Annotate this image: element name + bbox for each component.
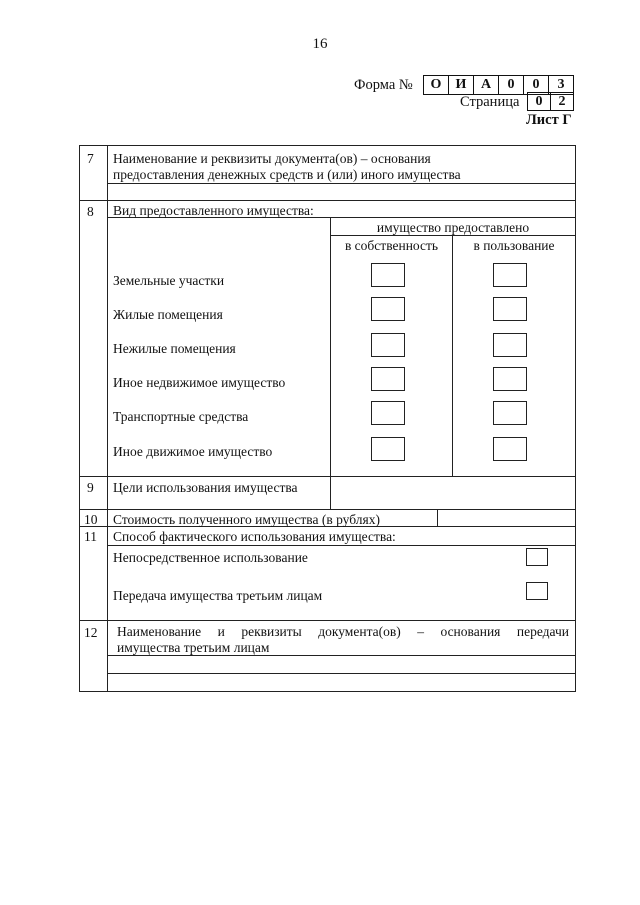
property-provided-header: имущество предоставлено	[376, 220, 530, 235]
form-code-cell: 0	[523, 76, 548, 94]
form-number-label: Форма №	[354, 77, 413, 93]
table-border	[79, 691, 576, 692]
column-header-ownership: в собственность	[344, 238, 439, 253]
section-10-title: Стоимость полученного имущества (в рублях)	[113, 512, 380, 527]
page-code-cell: 0	[535, 94, 543, 109]
use-checkbox[interactable]	[493, 437, 527, 461]
ownership-checkbox[interactable]	[371, 437, 405, 461]
section-number: 10	[84, 512, 98, 527]
property-type-label: Земельные участки	[113, 273, 225, 288]
section-7-entry-field[interactable]	[108, 184, 574, 200]
use-checkbox[interactable]	[493, 333, 527, 357]
ownership-checkbox[interactable]	[371, 333, 405, 357]
column-divider	[452, 235, 453, 477]
section-7-title-cont: предоставления денежных средств и (или) иного имущества	[113, 167, 461, 182]
section-12-title-cont: имущества третьим лицам	[117, 640, 270, 655]
form-code-cell: И	[448, 76, 473, 94]
form-code-cell: О	[430, 77, 442, 92]
usage-purpose-field[interactable]	[331, 477, 574, 509]
section-12-entry-field[interactable]	[108, 656, 574, 673]
use-checkbox[interactable]	[493, 263, 527, 287]
section-9-title: Цели использования имущества	[113, 480, 298, 495]
number-column-divider	[107, 145, 108, 692]
column-header-use: в пользование	[473, 238, 555, 253]
sheet-label: Лист Г	[526, 112, 572, 128]
page-code-cell: 2	[550, 93, 573, 110]
column-divider	[330, 217, 331, 477]
property-type-label: Иное движимое имущество	[113, 444, 273, 459]
property-type-label: Иное недвижимое имущество	[113, 375, 286, 390]
section-8-title: Вид предоставленного имущества:	[113, 203, 314, 218]
page-code	[527, 92, 574, 111]
table-border	[79, 145, 576, 146]
table-border	[575, 145, 576, 692]
table-border	[79, 145, 80, 692]
property-type-label: Нежилые помещения	[113, 341, 236, 356]
ownership-checkbox[interactable]	[371, 367, 405, 391]
section-number: 12	[84, 625, 98, 640]
form-code-cell: 0	[498, 76, 523, 94]
ownership-checkbox[interactable]	[371, 297, 405, 321]
page-number: 16	[312, 36, 328, 52]
property-type-label: Жилые помещения	[113, 307, 223, 322]
use-checkbox[interactable]	[493, 297, 527, 321]
section-12-title: Наименование и реквизиты документа(ов) – основания передачи	[117, 624, 569, 639]
section-number: 9	[87, 480, 94, 495]
section-number: 8	[87, 204, 94, 219]
section-number: 7	[87, 151, 94, 166]
section-number: 11	[84, 529, 97, 544]
use-checkbox[interactable]	[493, 367, 527, 391]
ownership-checkbox[interactable]	[371, 401, 405, 425]
page-label: Страница	[460, 94, 520, 110]
row-line	[107, 545, 575, 546]
section-divider	[79, 200, 576, 201]
section-7-title: Наименование и реквизиты документа(ов) – основания	[113, 151, 431, 166]
direct-use-checkbox[interactable]	[526, 548, 548, 566]
third-party-transfer-checkbox[interactable]	[526, 582, 548, 600]
ownership-checkbox[interactable]	[371, 263, 405, 287]
use-checkbox[interactable]	[493, 401, 527, 425]
property-value-field[interactable]	[438, 510, 574, 526]
usage-option-label: Непосредственное использование	[113, 550, 308, 565]
form-code-cell: А	[473, 76, 498, 94]
usage-option-label: Передача имущества третьим лицам	[113, 588, 323, 603]
form-code-cell: 3	[548, 76, 573, 94]
section-11-title: Способ фактического использования имущества:	[113, 529, 396, 544]
section-12-entry-field[interactable]	[108, 674, 574, 691]
property-type-label: Транспортные средства	[113, 409, 249, 424]
section-divider	[79, 620, 576, 621]
